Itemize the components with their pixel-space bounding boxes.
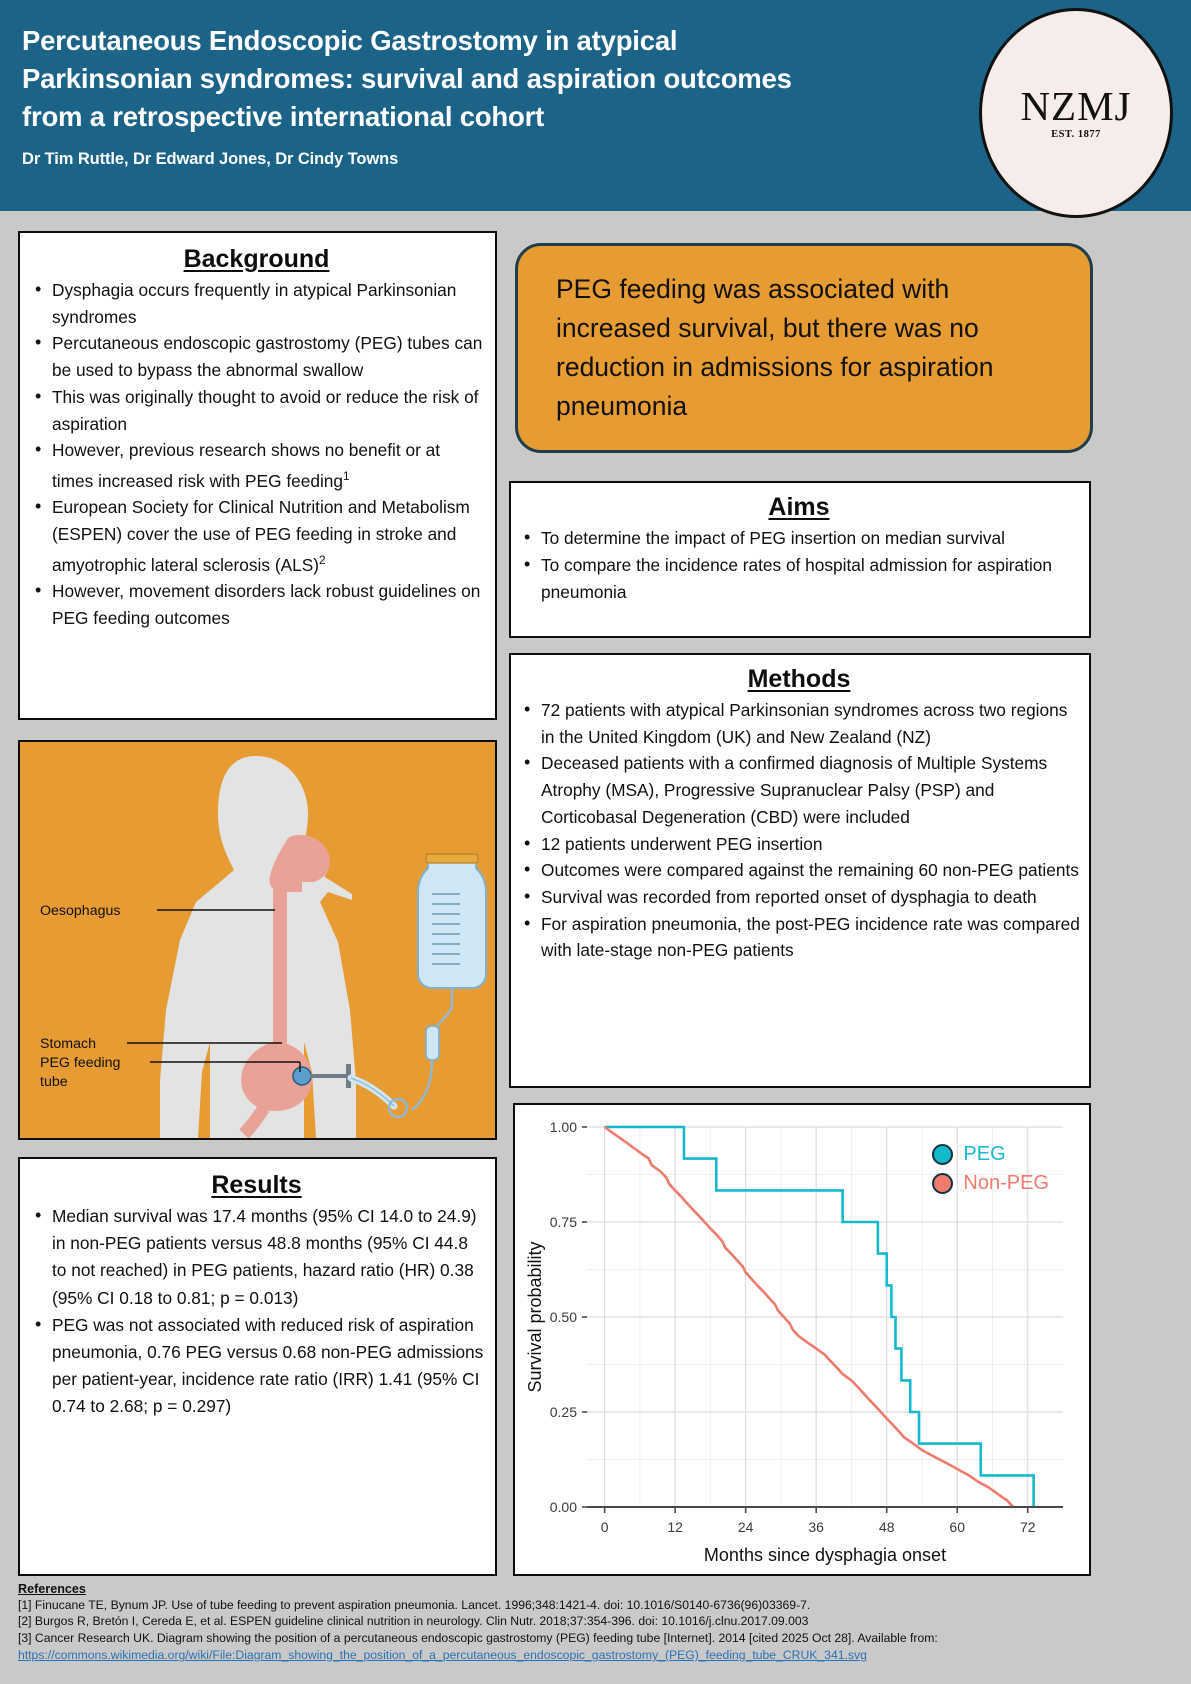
peg-internal-bumper-icon — [293, 1067, 311, 1085]
background-heading: Background — [183, 245, 330, 273]
legend-swatch-peg-icon — [932, 1144, 953, 1165]
legend-item-peg — [932, 1143, 1049, 1166]
drip-chamber-shape — [426, 1026, 439, 1060]
list-item: • For aspiration pneumonia, the post-PEG incidence rate was compared with late-stage non-PEG patients — [517, 911, 1081, 964]
list-item: • Survival was recorded from reported onset of dysphagia to death — [517, 884, 1081, 911]
methods-section — [509, 653, 1091, 1088]
svg-text:0.25: 0.25 — [549, 1404, 577, 1420]
survival-chart-panel — [513, 1103, 1091, 1576]
svg-text:1.00: 1.00 — [549, 1119, 577, 1135]
svg-text:0: 0 — [600, 1519, 609, 1535]
list-item: • However, previous research shows no benefit or at times increased risk with PEG feeding$^1$ — [28, 437, 485, 494]
background-bullet-list — [28, 277, 485, 632]
list-item: • Deceased patients with a confirmed diagnosis of Multiple Systems Atrophy (MSA), Progressive Supranuclear Palsy (PSP) and Corticobasal Degeneration (CBD) were included — [517, 750, 1081, 830]
methods-bullet-list — [517, 697, 1081, 964]
list-item: • Dysphagia occurs frequently in atypical Parkinsonian syndromes — [28, 277, 485, 330]
reference-item: [1] Finucane TE, Bynum JP. Use of tube feeding to prevent aspiration pneumonia. Lancet. 1996;348:1421-4. doi: 10.1016/S0140-6736(96)03369-7. — [18, 1598, 811, 1612]
aims-bullet-list — [517, 525, 1081, 606]
nzmj-logo — [979, 8, 1173, 218]
results-heading: Results — [211, 1171, 302, 1199]
svg-text:0.75: 0.75 — [549, 1214, 577, 1230]
survival-chart — [515, 1105, 1089, 1574]
logo-established-text: EST. 1877 — [1051, 129, 1101, 140]
logo-ellipse — [979, 8, 1173, 218]
svg-text:24: 24 — [737, 1519, 754, 1535]
peg-anatomy-diagram — [18, 740, 497, 1140]
svg-text:60: 60 — [949, 1519, 966, 1535]
reference-source-link[interactable]: https://commons.wikimedia.org/wiki/File:Diagram_showing_the_position_of_a_percutaneous_endoscopic_gastrostomy_(PEG)_feeding_tube_CRUK_341.svg — [18, 1648, 867, 1663]
page-title: Percutaneous Endoscopic Gastrostomy in atypical Parkinsonian syndromes: survival and aspiration outcomes from a retrospective international cohort — [22, 25, 792, 132]
list-item: • Percutaneous endoscopic gastrostomy (PEG) tubes can be used to bypass the abnormal swallow — [28, 330, 485, 383]
peg-diagram-svg — [20, 742, 495, 1138]
reference-item: [2] Burgos R, Bretón I, Cereda E, et al. ESPEN guideline clinical nutrition in neurology. Clin Nutr. 2018;37:354-396. doi: 10.1016/j.clnu.2017.09.003 — [18, 1614, 809, 1629]
list-item: • 72 patients with atypical Parkinsonian syndromes across two regions in the United Kingdom (UK) and New Zealand (NZ) — [517, 697, 1081, 750]
references-section — [18, 1582, 1178, 1684]
svg-text:48: 48 — [878, 1519, 895, 1535]
legend-label-non-peg: Non-PEG — [963, 1172, 1049, 1194]
legend-item-non-peg — [932, 1172, 1049, 1195]
legend-label-peg: PEG — [963, 1143, 1006, 1165]
list-item: • Outcomes were compared against the remaining 60 non-PEG patients — [517, 857, 1081, 884]
list-item: • PEG was not associated with reduced risk of aspiration pneumonia, 0.76 PEG versus 0.68 non-PEG admissions per patient-year, incidence rate ratio (IRR) 1.41 (95% CI 0.74 to 2.68; p = 0.297) — [28, 1312, 485, 1421]
key-finding-text: PEG feeding was associated with increased survival, but there was no reduction in admissions for aspiration pneumonia — [556, 274, 994, 421]
list-item: • To determine the impact of PEG insertion on median survival — [517, 525, 1081, 552]
methods-heading: Methods — [747, 665, 851, 693]
peg-tube-label-line1: PEG feeding — [40, 1055, 121, 1071]
legend-swatch-non-peg-icon — [932, 1173, 953, 1194]
list-item: • This was originally thought to avoid or reduce the risk of aspiration — [28, 384, 485, 437]
author-list: Dr Tim Ruttle, Dr Edward Jones, Dr Cindy Towns — [22, 150, 399, 168]
list-item: • 12 patients underwent PEG insertion — [517, 831, 1081, 858]
stomach-label: Stomach — [40, 1036, 96, 1052]
aims-heading: Aims — [768, 493, 830, 521]
svg-text:12: 12 — [667, 1519, 683, 1535]
references-heading: References — [18, 1582, 86, 1596]
aims-section — [509, 481, 1091, 638]
key-finding-callout — [515, 243, 1093, 453]
chart-legend — [932, 1143, 1049, 1201]
references-list — [18, 1597, 1178, 1646]
svg-text:36: 36 — [808, 1519, 824, 1535]
reference-item: [3] Cancer Research UK. Diagram showing the position of a percutaneous endoscopic gastrostomy (PEG) feeding tube [Internet]. 2014 [cited 2025 Oct 28]. Available from: — [18, 1630, 938, 1645]
list-item: • Median survival was 17.4 months (95% CI 14.0 to 24.9) in non-PEG patients versus 48.8 months (95% CI 44.8 to not reached) in PEG patients, hazard ratio (HR) 0.38 (95% CI 0.18 to 0.81; p = 0.013) — [28, 1203, 485, 1312]
peg-tube-label-line2: tube — [40, 1074, 68, 1090]
background-section — [18, 231, 497, 720]
list-item: • To compare the incidence rates of hospital admission for aspiration pneumonia — [517, 552, 1081, 606]
oesophagus-shape — [273, 890, 287, 1060]
logo-wordmark: NZMJ — [1020, 83, 1132, 129]
svg-text:72: 72 — [1019, 1519, 1036, 1535]
list-item: • European Society for Clinical Nutrition and Metabolism (ESPEN) cover the use of PEG feeding in stroke and amyotrophic lateral sclerosis (ALS)$^2$ — [28, 494, 485, 578]
svg-text:0.00: 0.00 — [549, 1499, 577, 1515]
feeding-bag-cap — [426, 854, 478, 863]
poster-header — [0, 0, 1191, 211]
results-bullet-list — [28, 1203, 485, 1421]
svg-text:Months since dysphagia onset: Months since dysphagia onset — [703, 1545, 947, 1565]
svg-text:0.50: 0.50 — [549, 1309, 577, 1325]
oesophagus-label: Oesophagus — [40, 903, 121, 919]
svg-text:Survival probability: Survival probability — [525, 1241, 545, 1393]
results-section — [18, 1157, 497, 1576]
list-item: • However, movement disorders lack robust guidelines on PEG feeding outcomes — [28, 578, 485, 631]
